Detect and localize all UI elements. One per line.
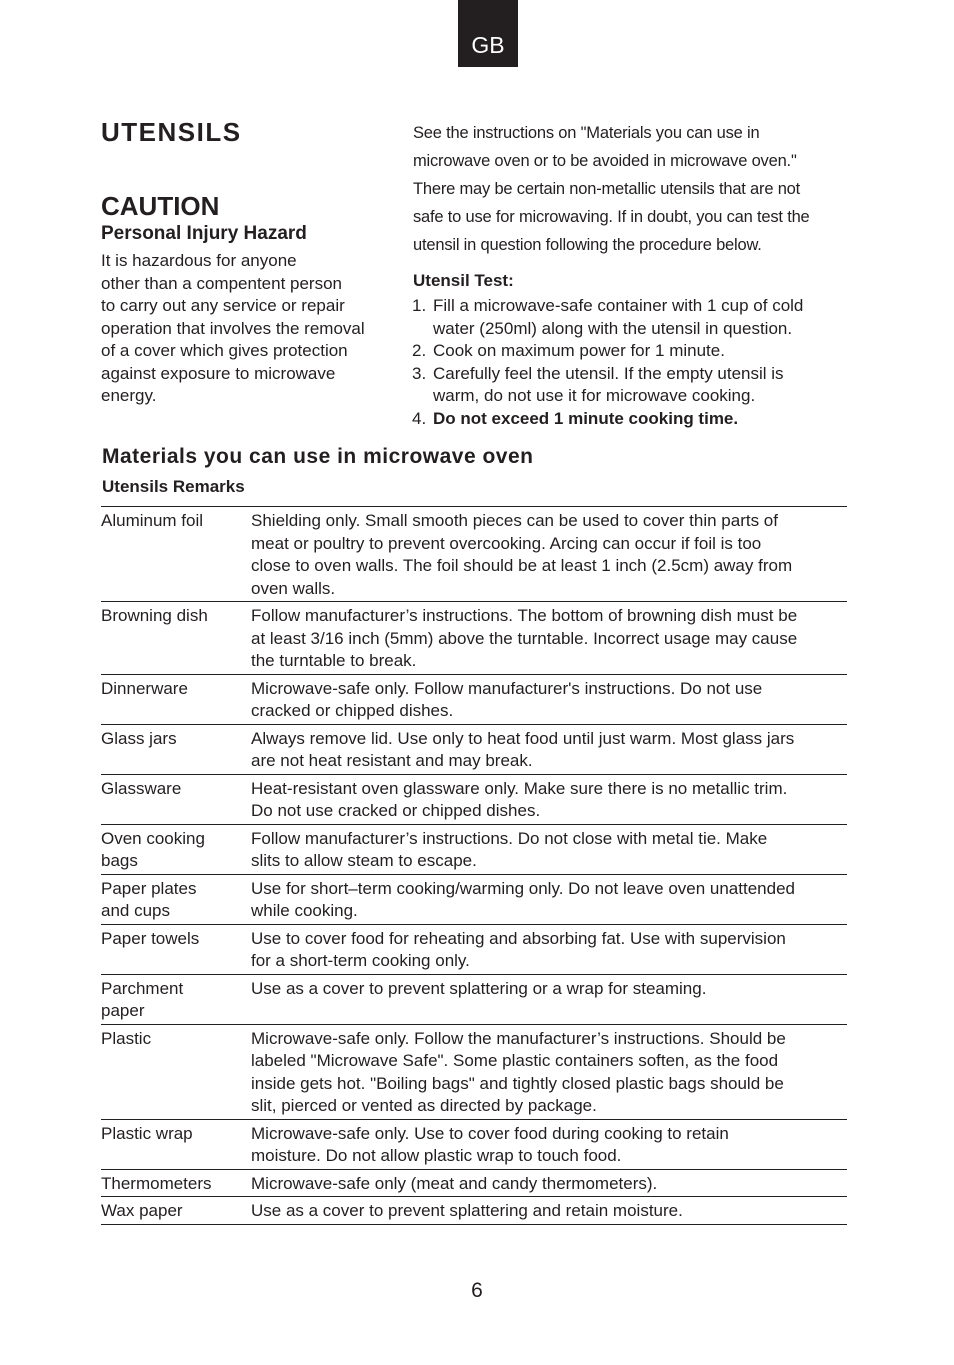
step-text [433,295,803,340]
test-step [412,363,862,408]
remarks-line: Do not use cracked or chipped dishes. [251,801,541,820]
remarks-line: Heat-resistant oven glassware only. Make sure there is no metallic trim. [251,778,788,798]
remarks-line: Use for short–term cooking/warming only. Do not leave oven unattended [251,878,795,898]
intro-paragraph [413,119,853,259]
test-step [412,408,862,431]
remarks-line: at least 3/16 inch (5mm) above the turntable. Incorrect usage may cause [251,628,798,648]
hazard-line: of a cover which gives protection [101,341,348,360]
caution-heading: CAUTION [101,191,220,221]
utensil-cell [101,1200,251,1223]
remarks-line: cracked or chipped dishes. [251,701,454,720]
utensil-line: Aluminum foil [101,511,204,530]
utensils-table [101,506,847,1225]
step-line: warm, do not use it for microwave cooking. [433,386,756,405]
intro-line: safe to use for microwaving. If in doubt, you can test the [413,208,810,226]
utensil-line: Oven cooking [101,828,205,848]
remarks-line: for a short-term cooking only. [251,951,470,970]
remarks-line: while cooking. [251,901,358,920]
table-row [101,675,847,725]
table-row [101,1025,847,1120]
hazard-line: against exposure to microwave [101,363,336,383]
utensil-line: Paper towels [101,928,200,948]
remarks-cell [251,1173,847,1196]
intro-line: See the instructions on "Materials you can use in [413,124,760,142]
step-text [433,363,784,408]
table-row [101,775,847,825]
table-row [101,602,847,675]
hazard-subheading: Personal Injury Hazard [101,223,307,244]
utensil-cell [101,1123,251,1168]
remarks-line: Use as a cover to prevent splattering or a wrap for steaming. [251,978,707,998]
test-step [412,295,862,340]
remarks-cell [251,1028,847,1118]
table-row [101,1197,847,1225]
table-header: Utensils Remarks [102,477,245,496]
remarks-line: Microwave-safe only (meat and candy thermometers). [251,1173,658,1193]
page-title: UTENSILS [101,117,242,147]
utensil-cell [101,828,251,873]
intro-line: utensil in question following the procedure below. [413,236,762,254]
utensil-line: Parchment [101,978,184,998]
hazard-line: energy. [101,386,157,405]
table-row [101,725,847,775]
remarks-line: Microwave-safe only. Follow manufacturer's instructions. Do not use [251,678,763,698]
hazard-text [101,250,401,408]
remarks-cell [251,828,847,873]
remarks-line: the turntable to break. [251,651,417,670]
remarks-cell [251,778,847,823]
table-row [101,875,847,925]
remarks-line: Always remove lid. Use only to heat food until just warm. Most glass jars [251,728,795,748]
step-line: Fill a microwave-safe container with 1 cup of cold [433,296,804,315]
remarks-cell [251,1123,847,1168]
step-line-warning: Do not exceed 1 minute cooking time. [433,408,739,428]
table-row [101,925,847,975]
remarks-line: Microwave-safe only. Follow the manufacturer’s instructions. Should be [251,1028,786,1048]
step-number: 1. [412,296,427,315]
remarks-line: close to oven walls. The foil should be at least 1 inch (2.5cm) away from [251,556,793,575]
intro-line: microwave oven or to be avoided in microwave oven." [413,152,797,170]
remarks-line: Follow manufacturer’s instructions. The bottom of browning dish must be [251,606,798,625]
utensil-test-steps [412,295,862,430]
remarks-line: are not heat resistant and may break. [251,751,533,770]
materials-heading: Materials you can use in microwave oven [102,445,534,468]
utensil-cell [101,605,251,673]
utensil-line: Glass jars [101,728,177,748]
utensil-cell [101,510,251,600]
remarks-line: Use as a cover to prevent splattering and retain moisture. [251,1201,683,1220]
utensil-line: Dinnerware [101,678,188,698]
utensil-cell [101,778,251,823]
remarks-cell [251,678,847,723]
table-row [101,975,847,1025]
utensil-line: Thermometers [101,1173,212,1193]
utensil-cell [101,728,251,773]
remarks-line: oven walls. [251,578,336,598]
hazard-line: other than a compentent person [101,273,342,293]
step-line: water (250ml) along with the utensil in question. [433,318,793,338]
utensil-line: Plastic wrap [101,1123,193,1143]
utensil-cell [101,878,251,923]
remarks-cell [251,878,847,923]
remarks-line: moisture. Do not allow plastic wrap to touch food. [251,1146,622,1165]
remarks-cell [251,978,847,1023]
test-step [412,340,862,363]
remarks-cell [251,510,847,600]
utensil-line: and cups [101,901,170,920]
step-line: Cook on maximum power for 1 minute. [433,341,725,360]
remarks-line: Use to cover food for reheating and absorbing fat. Use with supervision [251,928,786,948]
utensil-cell [101,928,251,973]
remarks-line: labeled "Microwave Safe". Some plastic containers soften, as the food [251,1051,779,1070]
hazard-line: operation that involves the removal [101,318,365,338]
utensil-line: Plastic [101,1028,152,1048]
step-number: 3. [412,363,427,383]
language-tab: GB [458,0,518,67]
step-text [433,340,725,363]
remarks-line: Shielding only. Small smooth pieces can be used to cover thin parts of [251,511,778,530]
utensil-cell [101,1028,251,1118]
utensil-cell [101,1173,251,1196]
hazard-line: to carry out any service or repair [101,296,345,315]
step-line: Carefully feel the utensil. If the empty utensil is [433,363,784,383]
utensil-line: Glassware [101,778,182,798]
remarks-line: Follow manufacturer’s instructions. Do not close with metal tie. Make [251,828,768,848]
table-row [101,1170,847,1198]
remarks-line: inside gets hot. "Boiling bags" and tightly closed plastic bags should be [251,1073,784,1093]
remarks-cell [251,1200,847,1223]
remarks-line: Microwave-safe only. Use to cover food during cooking to retain [251,1123,729,1143]
step-text [433,408,738,431]
utensil-cell [101,978,251,1023]
intro-line: There may be certain non-metallic utensils that are not [413,180,801,198]
step-number: 2. [412,341,427,360]
page-number: 6 [471,1279,483,1302]
remarks-line: slits to allow steam to escape. [251,851,477,870]
utensil-test-heading: Utensil Test: [413,271,514,290]
utensil-cell [101,678,251,723]
remarks-cell [251,928,847,973]
table-row [101,825,847,875]
remarks-cell [251,605,847,673]
utensil-line: Browning dish [101,606,208,625]
utensil-line: Paper plates [101,878,197,898]
utensil-line: Wax paper [101,1201,183,1220]
remarks-line: slit, pierced or vented as directed by package. [251,1096,597,1115]
table-row [101,1120,847,1170]
remarks-cell [251,728,847,773]
utensil-line: bags [101,851,138,870]
table-row [101,507,847,602]
hazard-line: It is hazardous for anyone [101,251,297,270]
remarks-line: meat or poultry to prevent overcooking. Arcing can occur if foil is too [251,533,762,553]
step-number: 4. [412,408,427,428]
utensil-line: paper [101,1001,145,1020]
